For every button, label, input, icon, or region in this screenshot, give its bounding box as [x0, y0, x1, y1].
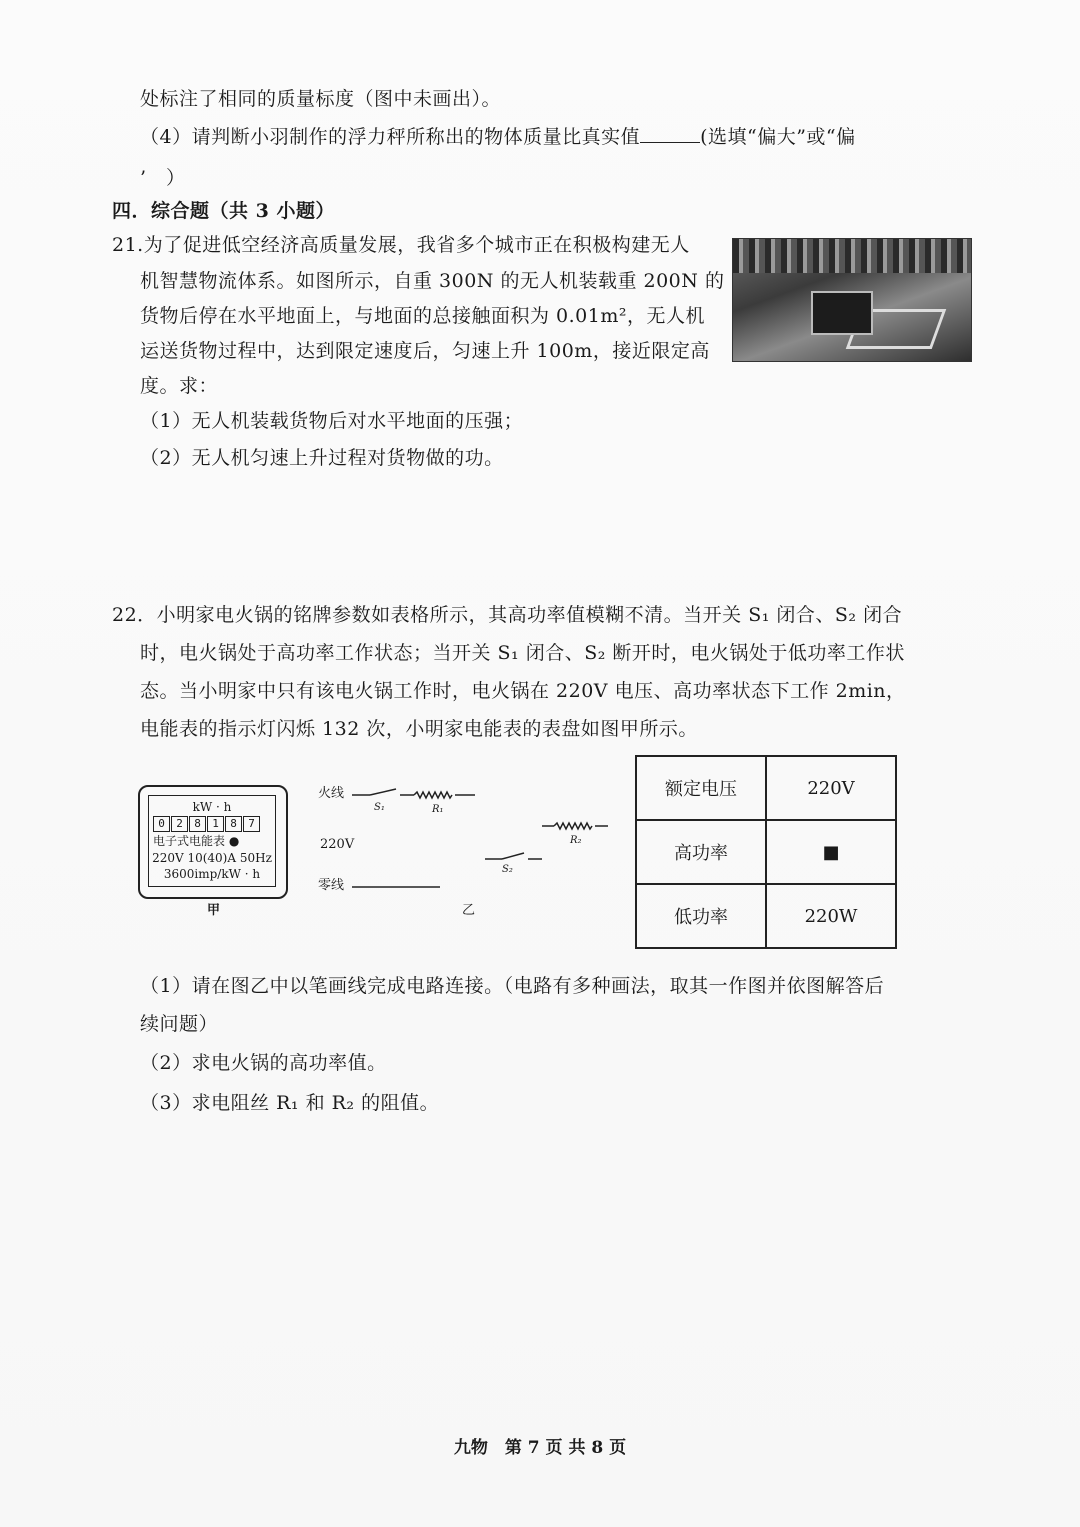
label-voltage: 220V	[320, 837, 355, 852]
resistor-r2	[554, 823, 592, 829]
label-neutral: 零线	[318, 878, 345, 893]
table-row	[636, 756, 896, 820]
label-s1: S₁	[374, 802, 385, 813]
q21-line: 21.为了促进低空经济高质量发展，我省多个城市正在积极构建无人	[112, 234, 690, 256]
photo-building	[733, 239, 971, 273]
page-footer: 九物 第 7 页 共 8 页	[453, 1438, 627, 1458]
table-cell: 额定电压	[636, 756, 766, 820]
q22-line: 态。当小明家中只有该电火锅工作时，电火锅在 220V 电压、高功率状态下工作 2min，	[140, 680, 906, 702]
question-4-line	[140, 124, 856, 150]
meter-digits	[153, 816, 261, 832]
table-row	[636, 820, 896, 884]
q4-prefix: （4）请判断小羽制作的浮力秤所称出的物体质量比真实值	[140, 126, 641, 148]
text-line: 处标注了相同的质量标度（图中未画出）。	[140, 88, 502, 110]
q22-sub1: （1）请在图乙中以笔画线完成电路连接。（电路有多种画法，取其一作图并依图解答后	[140, 975, 885, 997]
switch-s2-blade	[502, 853, 524, 859]
meter-face	[148, 795, 276, 887]
q22-sub1-cont: 续问题）	[140, 1013, 219, 1035]
meter-spec: 220V 10(40)A 50Hz	[152, 851, 272, 865]
circuit-diagram[interactable]	[310, 780, 630, 920]
table-cell: ■	[766, 820, 896, 884]
meter-digit: 7	[243, 816, 260, 832]
section-title: 四．综合题（共 3 小题）	[112, 200, 335, 222]
q21-line: 机智慧物流体系。如图所示，自重 300N 的无人机装载重 200N 的	[140, 270, 725, 292]
switch-s1-blade	[370, 789, 396, 795]
meter-name: 电子式电能表 ●	[153, 834, 240, 848]
q21-line: 度。求：	[140, 375, 219, 397]
photo-drone	[811, 291, 873, 335]
figure-caption-yi: 乙	[462, 903, 476, 918]
table-row	[636, 884, 896, 948]
table-cell: 220V	[766, 756, 896, 820]
q4-continuation: ’ ）	[140, 167, 186, 189]
table-cell: 高功率	[636, 820, 766, 884]
meter-digit: 0	[153, 816, 170, 832]
q22-line: 时，电火锅处于高功率工作状态；当开关 S₁ 闭合、S₂ 断开时，电火锅处于低功率工作状	[140, 642, 905, 664]
meter-imp: 3600imp/kW · h	[163, 867, 261, 881]
label-s2: S₂	[502, 864, 513, 875]
q21-line: 运送货物过程中，达到限定速度后，匀速上升 100m，接近限定高	[140, 340, 710, 362]
meter-digit: 8	[225, 816, 242, 832]
table-cell: 低功率	[636, 884, 766, 948]
drone-photo	[732, 238, 972, 362]
q22-sub3: （3）求电阻丝 R₁ 和 R₂ 的阻值。	[140, 1092, 440, 1114]
q22-sub2: （2）求电火锅的高功率值。	[140, 1052, 387, 1074]
q22-line: 电能表的指示灯闪烁 132 次，小明家电能表的表盘如图甲所示。	[140, 718, 698, 740]
meter-digit: 8	[189, 816, 206, 832]
meter-unit: kW · h	[192, 800, 232, 814]
meter-digit: 1	[207, 816, 224, 832]
nameplate-table	[635, 755, 897, 949]
q21-line: 货物后停在水平地面上，与地面的总接触面积为 0.01m²，无人机	[140, 305, 705, 327]
label-r2: R₂	[570, 835, 582, 846]
q21-sub2: （2）无人机匀速上升过程对货物做的功。	[140, 447, 504, 469]
q4-suffix: (选填“偏大”或“偏	[700, 126, 856, 148]
q22-line: 22．小明家电火锅的铭牌参数如表格所示，其高功率值模糊不清。当开关 S₁ 闭合、S₂ 闭合	[112, 604, 903, 626]
figure-caption-jia: 甲	[207, 903, 221, 918]
answer-blank[interactable]	[640, 124, 700, 143]
q21-sub1: （1）无人机装载货物后对水平地面的压强；	[140, 410, 524, 432]
resistor-r1	[414, 792, 452, 798]
label-r1: R₁	[432, 804, 444, 815]
table-cell: 220W	[766, 884, 896, 948]
meter-digit: 2	[171, 816, 188, 832]
electric-meter	[138, 785, 288, 899]
label-live: 火线	[318, 786, 345, 801]
